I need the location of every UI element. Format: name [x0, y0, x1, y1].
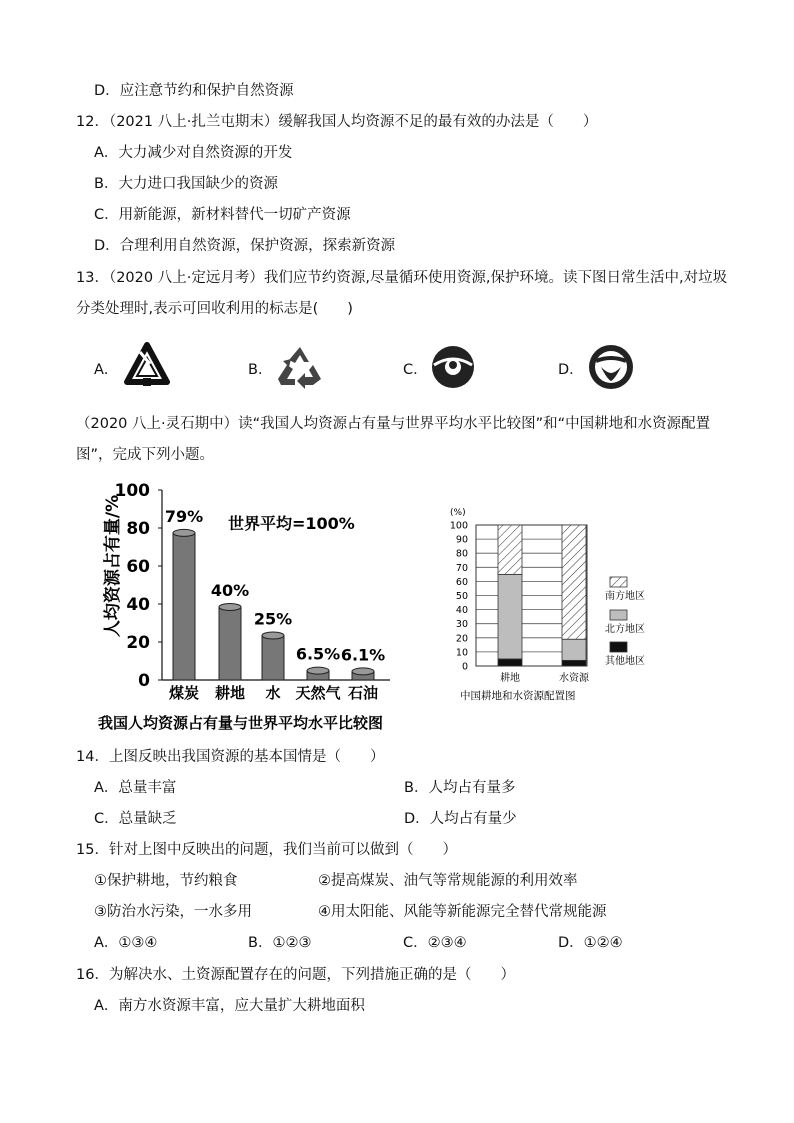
q15-statement-2: ②提高煤炭、油气等常规能源的利用效率: [318, 873, 578, 889]
q12-stem: 12．（2021 八上·扎兰屯期末）缓解我国人均资源不足的最有效的办法是（ ）: [76, 114, 598, 130]
chart2-ytick: 80: [455, 548, 468, 560]
chart2-ytick: 30: [455, 619, 468, 631]
q15-option-c: C．②③④: [403, 935, 467, 951]
chart2-ytick: 90: [455, 534, 468, 546]
chart1-ytick: 100: [114, 481, 150, 501]
q13-option-c-label: C．: [403, 362, 428, 378]
chart1-ytick: 0: [138, 671, 150, 691]
chart2-segment: [562, 639, 586, 660]
q13-option-a-label: A．: [94, 362, 119, 378]
chart1-category-label: 水: [265, 684, 281, 702]
chart2-ytick: 100: [449, 520, 468, 532]
chart2-ytick: 0: [461, 661, 468, 673]
chart1-ytick: 60: [126, 557, 150, 577]
chart1-ytick: 80: [126, 519, 150, 539]
chart2-ytick: 50: [455, 591, 468, 602]
q12-option-c: C．用新能源，新材料替代一切矿产资源: [94, 207, 351, 223]
q13-option-d-label: D．: [558, 362, 584, 378]
q11-option-d: D．应注意节约和保护自然资源: [94, 83, 294, 99]
chart1-bar-cap: [352, 668, 374, 675]
q15-option-a: A．①③④: [94, 935, 158, 951]
q14-option-b: B．人均占有量多: [404, 780, 516, 796]
chart2-segment: [498, 659, 522, 666]
chart2-legend-label: 南方地区: [605, 591, 645, 602]
chart1-category-label: 耕地: [214, 684, 246, 702]
chart1-bar: [219, 607, 241, 680]
green-food-icon: [587, 343, 635, 391]
chart1-bar: [262, 636, 284, 681]
chart1-category-label: 石油: [347, 684, 379, 702]
chart2-title: 中国耕地和水资源配置图: [460, 690, 576, 702]
chart1-bar-cap: [262, 632, 284, 639]
chart2-segment: [562, 660, 586, 666]
q14-option-d: D．人均占有量少: [404, 811, 517, 827]
q15-option-b: B．①②③: [248, 935, 312, 951]
q12-option-d: D．合理利用自然资源，保护资源，探索新资源: [94, 238, 396, 254]
q12-option-a: A．大力减少对自然资源的开发: [94, 145, 293, 161]
chart1-annotation: 世界平均=100%: [228, 514, 355, 533]
q15-option-d: D．①②④: [558, 935, 623, 951]
q15-stem: 15．针对上图中反映出的问题，我们当前可以做到（ ）: [76, 842, 457, 858]
chart2-legend-label: 其他地区: [605, 656, 645, 667]
chart2-ytick: 70: [455, 562, 468, 574]
chart2-ytick: 10: [455, 647, 468, 659]
q15-statement-4: ④用太阳能、风能等新能源完全替代常规能源: [318, 904, 607, 920]
chart2-ytick: 60: [455, 576, 468, 588]
intro-line2: 图”，完成下列小题。: [76, 447, 215, 463]
chart2-ytick: 40: [455, 605, 468, 617]
chart2-legend-swatch: [610, 610, 627, 620]
chart2-segment: [562, 525, 586, 639]
chart2-legend-swatch: [610, 642, 627, 652]
q14-option-c: C．总量缺乏: [94, 811, 177, 827]
chart1-data-label: 6.1%: [340, 645, 386, 665]
chart1-data-label: 79%: [164, 506, 204, 526]
chart1-bar: [173, 533, 195, 680]
chart2-legend-label: 北方地区: [605, 624, 645, 635]
chart1-ytick: 40: [126, 595, 150, 615]
water-saving-icon: [430, 345, 476, 389]
recycle-arrows-icon: [275, 343, 325, 389]
chart1-data-label: 25%: [253, 609, 293, 629]
chart2-segment: [498, 525, 522, 574]
q16-stem: 16．为解决水、土资源配置存在的问题，下列措施正确的是（ ）: [76, 967, 515, 983]
chart1-bar-cap: [173, 529, 195, 536]
chart1-category-label: 天然气: [295, 684, 341, 702]
q15-statement-3: ③防治水污染，一水多用: [94, 904, 252, 920]
chart1-bar-cap: [307, 667, 329, 674]
chart1-ylabel: 人均资源占有量/%: [103, 494, 123, 638]
chart2-legend-swatch: [610, 577, 627, 587]
chart1-category-label: 煤炭: [168, 684, 200, 702]
chart1-data-label: 40%: [210, 581, 250, 600]
chart2-unit: (%): [450, 508, 466, 518]
q13-option-b-label: B．: [248, 362, 273, 378]
chart2-segment: [498, 574, 522, 659]
chart2-category-label: 耕地: [500, 673, 520, 684]
q14-option-a: A．总量丰富: [94, 780, 177, 796]
farmland-water-chart: [440, 503, 680, 708]
q16-option-a: A．南方水资源丰富，应大量扩大耕地面积: [94, 998, 365, 1014]
q13-stem-line2: 分类处理时,表示可回收利用的标志是( ): [76, 301, 353, 317]
chart1-data-label: 6.5%: [295, 644, 341, 664]
q12-option-b: B．大力进口我国缺少的资源: [94, 176, 278, 192]
intro-line1: （2020 八上·灵石期中）读“我国人均资源占有量与世界平均水平比较图”和“中国耕地和水资源配置: [76, 416, 711, 432]
resource-comparison-chart: [90, 478, 420, 740]
q13-stem-line1: 13．（2020 八上·定远月考）我们应节约资源,尽量循环使用资源,保护环境。读下图日常生活中,对垃圾: [76, 270, 728, 286]
q15-statement-1: ①保护耕地，节约粮食: [94, 873, 238, 889]
chart1-bar-cap: [219, 604, 241, 611]
chart2-ytick: 20: [455, 633, 468, 645]
chart2-category-label: 水资源: [559, 673, 589, 684]
recycle-triangle-icon: [124, 342, 170, 388]
chart1-ytick: 20: [126, 633, 150, 653]
chart1-title: 我国人均资源占有量与世界平均水平比较图: [98, 714, 384, 732]
q14-stem: 14．上图反映出我国资源的基本国情是（ ）: [76, 749, 385, 765]
